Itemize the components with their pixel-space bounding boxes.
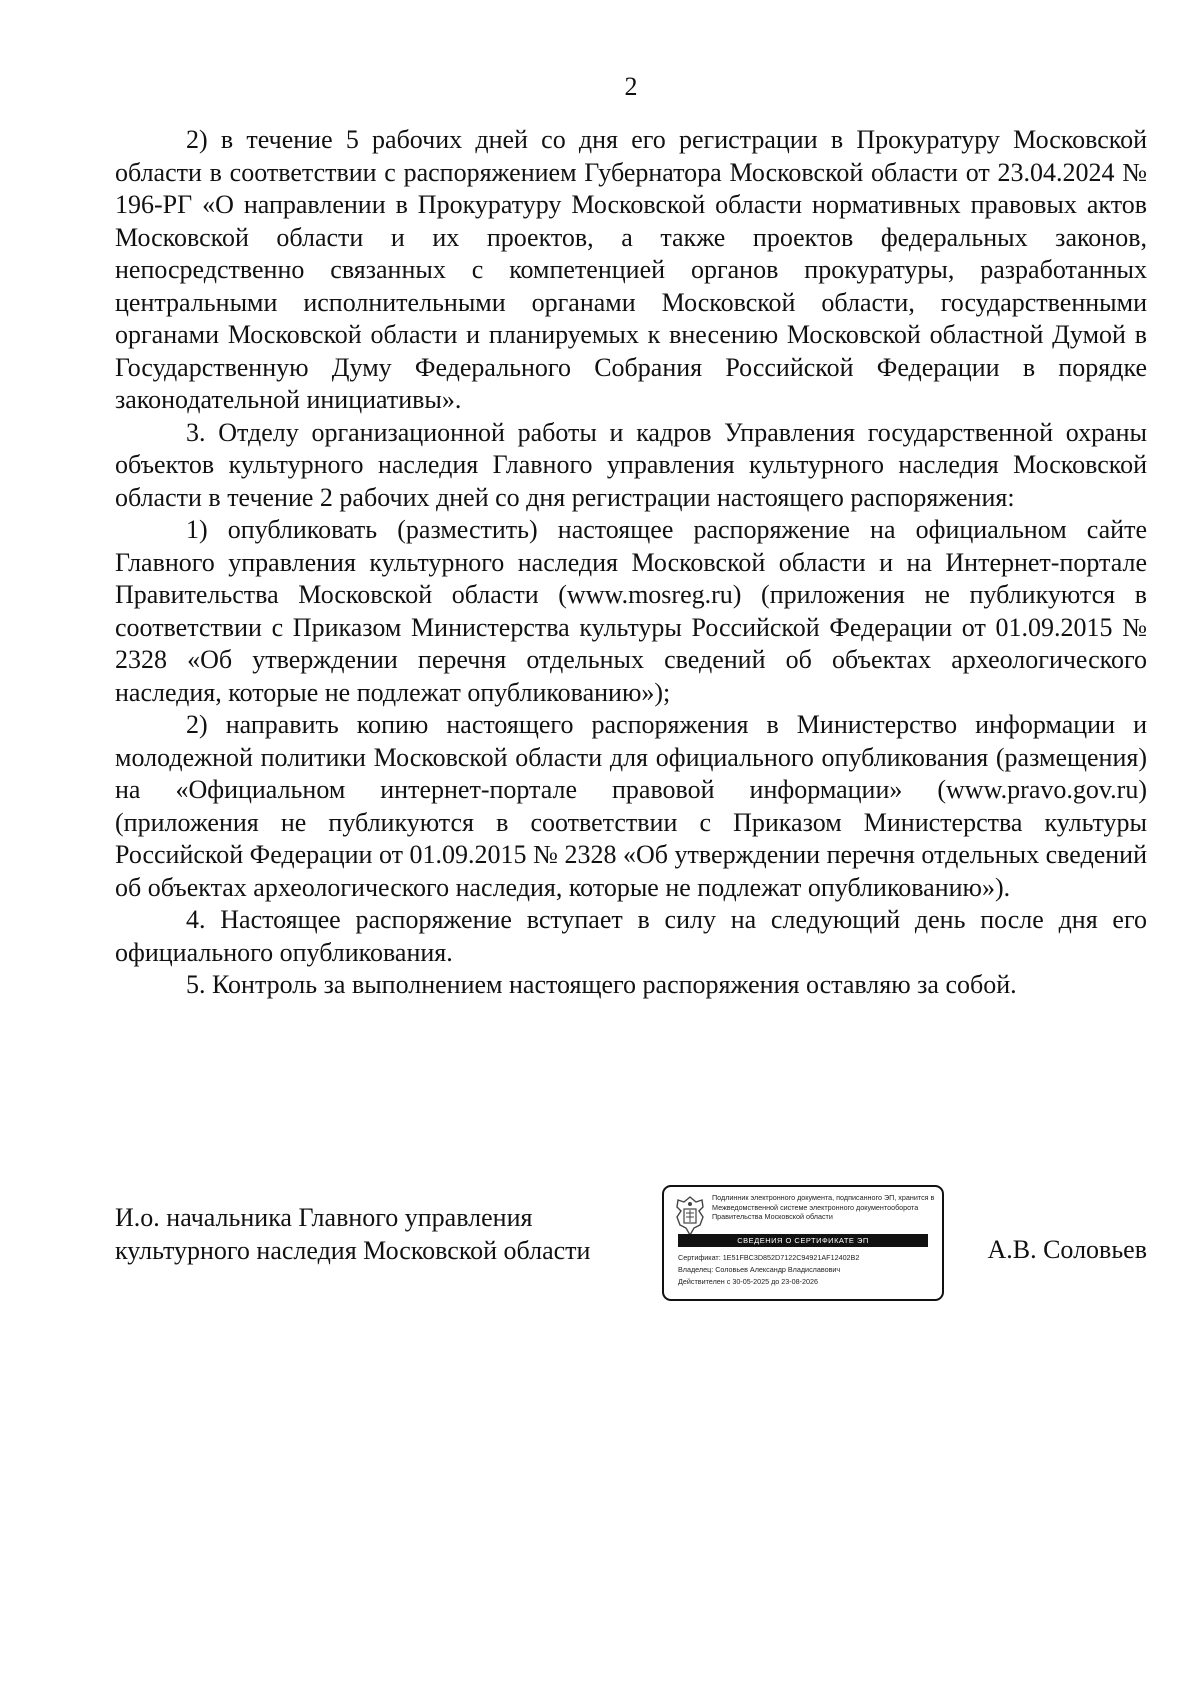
paragraph-prosecutor-submission: 2) в течение 5 рабочих дней со дня его регистрации в Прокуратуру Московской области в соответствии с распоряжением Губернатора Московской области от 23.04.2024 № 196-РГ «О направлении в Прокуратуру Московской области нормативных правовых актов Московской области и их проектов, а также проектов федеральных законов, непосредственно связанных с компетенцией органов прокуратуры, разработанных центральными исполнительными органами Московской области, государственными органами Московской области и планируемых к внесению Московской областной Думой в Государственную Думу Федерального Собрания Российской Федерации в порядке законодательной инициативы».	[115, 125, 1147, 414]
paragraph-item-5: 5. Контроль за выполнением настоящего распоряжения оставляю за собой.	[186, 970, 1017, 999]
paragraph-item-3-2: 2) направить копию настоящего распоряжения в Министерство информации и молодежной политики Московской области для официального опубликования (размещения) на «Официальном интернет-портале правовой информации» (www.pravo.gov.ru) (приложения не публикуются в соответствии с Приказом Министерства культуры Российской Федерации от 01.09.2015 № 2328 «Об утверждении перечня отдельных сведений об объектах археологического наследия, которые не подлежат опубликованию»).	[115, 710, 1147, 902]
electronic-signature-stamp	[662, 1185, 944, 1301]
stamp-header: СВЕДЕНИЯ О СЕРТИФИКАТЕ ЭП	[678, 1234, 928, 1247]
paragraph-item-4: 4. Настоящее распоряжение вступает в силу на следующий день после дня его официального опубликования.	[115, 905, 1147, 967]
signatory-name: А.В. Соловьев	[987, 1235, 1147, 1264]
coat-of-arms-icon	[672, 1195, 708, 1237]
stamp-owner: Владелец: Соловьев Александр Владиславович	[678, 1265, 841, 1274]
document-body	[115, 124, 1147, 1002]
paragraph-item-3: 3. Отделу организационной работы и кадров Управления государственной охраны объектов культурного наследия Главного управления культурного наследия Московской области в течение 2 рабочих дней со дня регистрации настоящего распоряжения:	[115, 417, 1147, 512]
stamp-certificate: Сертификат: 1E51FBC3D852D7122C94921AF12402B2	[678, 1253, 860, 1262]
stamp-validity: Действителен с 30-05-2025 до 23-08-2026	[678, 1277, 819, 1286]
page-number: 2	[624, 72, 638, 101]
signatory-title	[115, 1202, 590, 1267]
stamp-note: Подлинник электронного документа, подписанного ЭП, хранится в Межведомственной системе электронного документооборота Правительства Московской области	[712, 1193, 935, 1221]
signatory-title-line-2: культурного наследия Московской области	[115, 1235, 591, 1265]
paragraph-item-3-1: 1) опубликовать (разместить) настоящее распоряжение на официальном сайте Главного управления культурного наследия Московской области и на Интернет-портале Правительства Московской области (www.mosreg.ru) (приложения не публикуются в соответствии с Приказом Министерства культуры Российской Федерации от 01.09.2015 № 2328 «Об утверждении перечня отдельных сведений об объектах археологического наследия, которые не подлежат опубликованию»);	[115, 515, 1147, 707]
signature-block	[115, 1202, 1147, 1322]
signatory-title-line-1: И.о. начальника Главного управления	[115, 1203, 533, 1232]
